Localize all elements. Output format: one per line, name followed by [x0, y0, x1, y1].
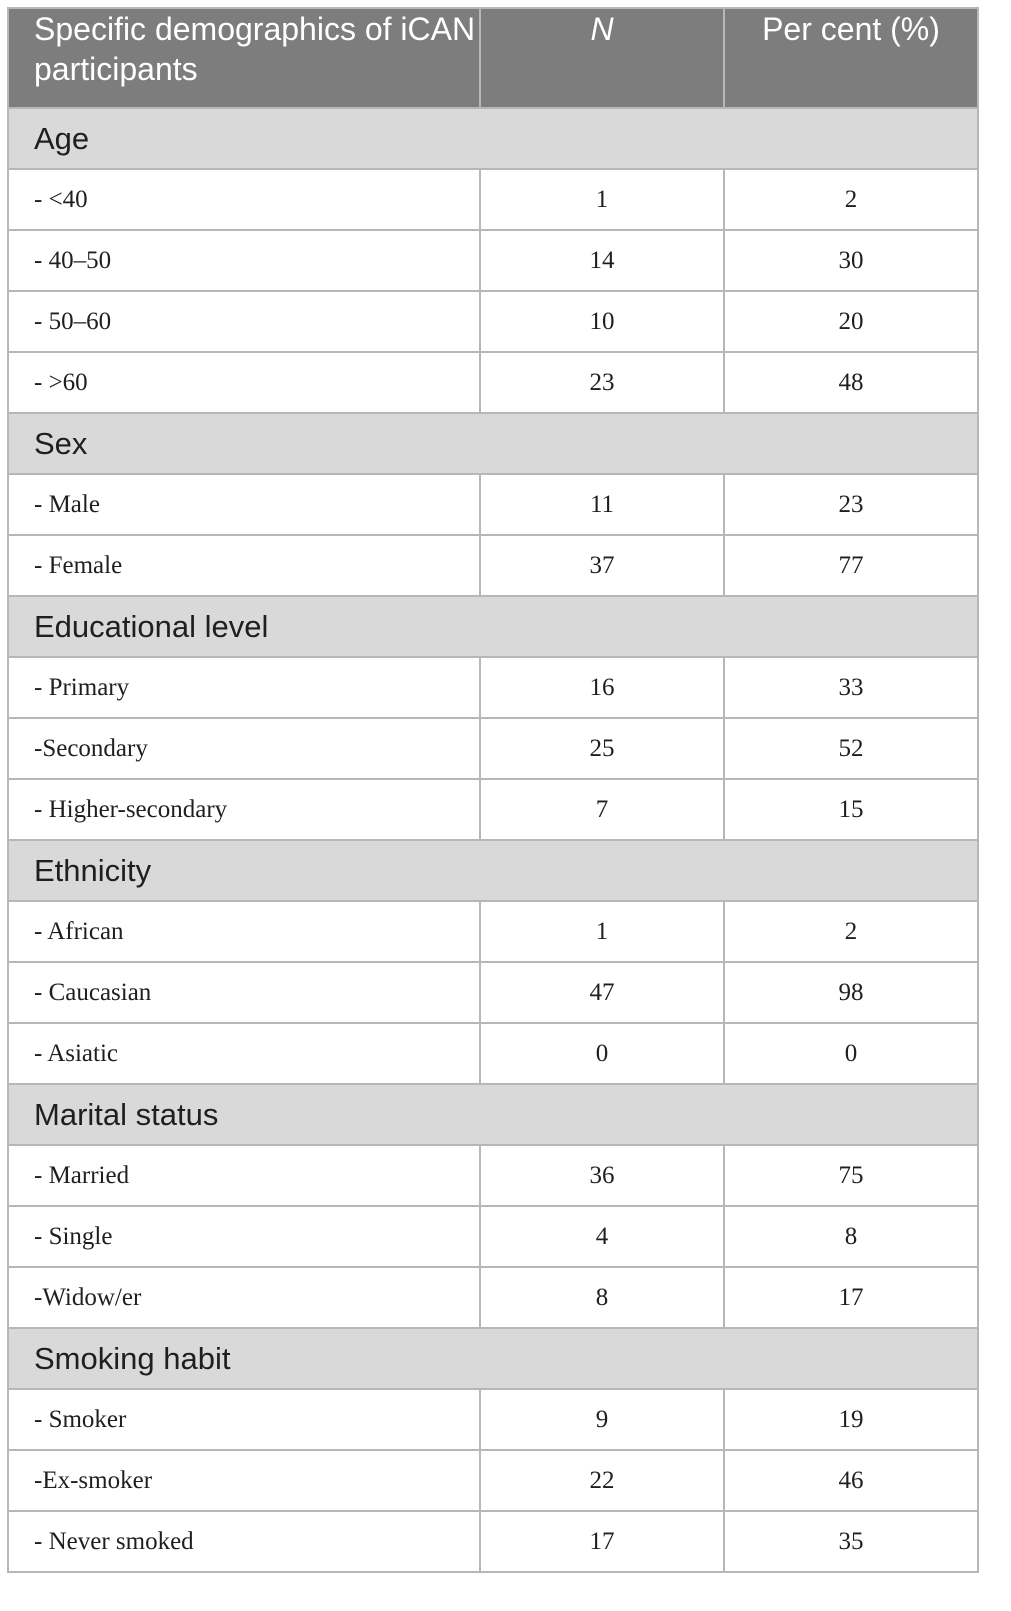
- table-row: [8, 1267, 978, 1328]
- row-label-cell: - Higher-secondary: [8, 779, 480, 840]
- row-n-cell: 8: [480, 1267, 724, 1328]
- row-label-cell: - 40–50: [8, 230, 480, 291]
- row-label-cell: - >60: [8, 352, 480, 413]
- table-row: [8, 1450, 978, 1511]
- section-title: Age: [8, 108, 978, 169]
- section-title: Educational level: [8, 596, 978, 657]
- row-label-cell: - Primary: [8, 657, 480, 718]
- row-label-cell: - Asiatic: [8, 1023, 480, 1084]
- table-row: [8, 291, 978, 352]
- row-label-cell: - Female: [8, 535, 480, 596]
- row-percent-cell: 48: [724, 352, 978, 413]
- row-n-cell: 4: [480, 1206, 724, 1267]
- row-label-cell: - 50–60: [8, 291, 480, 352]
- table-row: [8, 657, 978, 718]
- section-row: [8, 413, 978, 474]
- table-row: [8, 169, 978, 230]
- row-label-cell: - African: [8, 901, 480, 962]
- row-label-cell: - <40: [8, 169, 480, 230]
- section-row: [8, 596, 978, 657]
- table-row: [8, 1206, 978, 1267]
- row-label-cell: - Smoker: [8, 1389, 480, 1450]
- row-n-cell: 1: [480, 901, 724, 962]
- row-percent-cell: 17: [724, 1267, 978, 1328]
- section-title: Ethnicity: [8, 840, 978, 901]
- row-percent-cell: 75: [724, 1145, 978, 1206]
- table-row: [8, 1023, 978, 1084]
- row-n-cell: 10: [480, 291, 724, 352]
- table-row: [8, 718, 978, 779]
- row-n-cell: 36: [480, 1145, 724, 1206]
- table-row: [8, 1145, 978, 1206]
- section-row: [8, 1084, 978, 1145]
- row-label-cell: -Widow/er: [8, 1267, 480, 1328]
- row-n-cell: 37: [480, 535, 724, 596]
- row-label-cell: -Secondary: [8, 718, 480, 779]
- row-label-cell: - Single: [8, 1206, 480, 1267]
- row-percent-cell: 98: [724, 962, 978, 1023]
- section-title: Marital status: [8, 1084, 978, 1145]
- row-n-cell: 7: [480, 779, 724, 840]
- row-percent-cell: 2: [724, 901, 978, 962]
- row-label-cell: - Caucasian: [8, 962, 480, 1023]
- table-header: [8, 8, 978, 108]
- header-row: [8, 8, 978, 108]
- row-n-cell: 22: [480, 1450, 724, 1511]
- row-percent-cell: 77: [724, 535, 978, 596]
- row-label-cell: -Ex-smoker: [8, 1450, 480, 1511]
- section-row: [8, 1328, 978, 1389]
- table-row: [8, 230, 978, 291]
- row-label-cell: - Never smoked: [8, 1511, 480, 1572]
- row-percent-cell: 2: [724, 169, 978, 230]
- row-percent-cell: 46: [724, 1450, 978, 1511]
- row-n-cell: 47: [480, 962, 724, 1023]
- section-row: [8, 108, 978, 169]
- header-percent-cell: Per cent (%): [724, 8, 978, 108]
- table-row: [8, 474, 978, 535]
- table-row: [8, 1511, 978, 1572]
- row-percent-cell: 20: [724, 291, 978, 352]
- table-row: [8, 352, 978, 413]
- row-n-cell: 16: [480, 657, 724, 718]
- table-body: [8, 108, 978, 1572]
- row-label-cell: - Married: [8, 1145, 480, 1206]
- row-n-cell: 1: [480, 169, 724, 230]
- row-n-cell: 14: [480, 230, 724, 291]
- table-row: [8, 1389, 978, 1450]
- row-percent-cell: 0: [724, 1023, 978, 1084]
- row-n-cell: 25: [480, 718, 724, 779]
- row-n-cell: 9: [480, 1389, 724, 1450]
- table-row: [8, 535, 978, 596]
- row-percent-cell: 23: [724, 474, 978, 535]
- table-row: [8, 962, 978, 1023]
- section-row: [8, 840, 978, 901]
- row-percent-cell: 52: [724, 718, 978, 779]
- row-percent-cell: 8: [724, 1206, 978, 1267]
- header-n-cell: N: [480, 8, 724, 108]
- row-label-cell: - Male: [8, 474, 480, 535]
- row-percent-cell: 35: [724, 1511, 978, 1572]
- row-percent-cell: 33: [724, 657, 978, 718]
- demographics-table: [7, 7, 979, 1573]
- row-percent-cell: 19: [724, 1389, 978, 1450]
- table-row: [8, 901, 978, 962]
- section-title: Smoking habit: [8, 1328, 978, 1389]
- row-n-cell: 11: [480, 474, 724, 535]
- row-n-cell: 17: [480, 1511, 724, 1572]
- row-n-cell: 23: [480, 352, 724, 413]
- row-n-cell: 0: [480, 1023, 724, 1084]
- row-percent-cell: 15: [724, 779, 978, 840]
- header-label-cell: Specific demographics of iCAN participants: [8, 8, 480, 108]
- section-title: Sex: [8, 413, 978, 474]
- table-row: [8, 779, 978, 840]
- row-percent-cell: 30: [724, 230, 978, 291]
